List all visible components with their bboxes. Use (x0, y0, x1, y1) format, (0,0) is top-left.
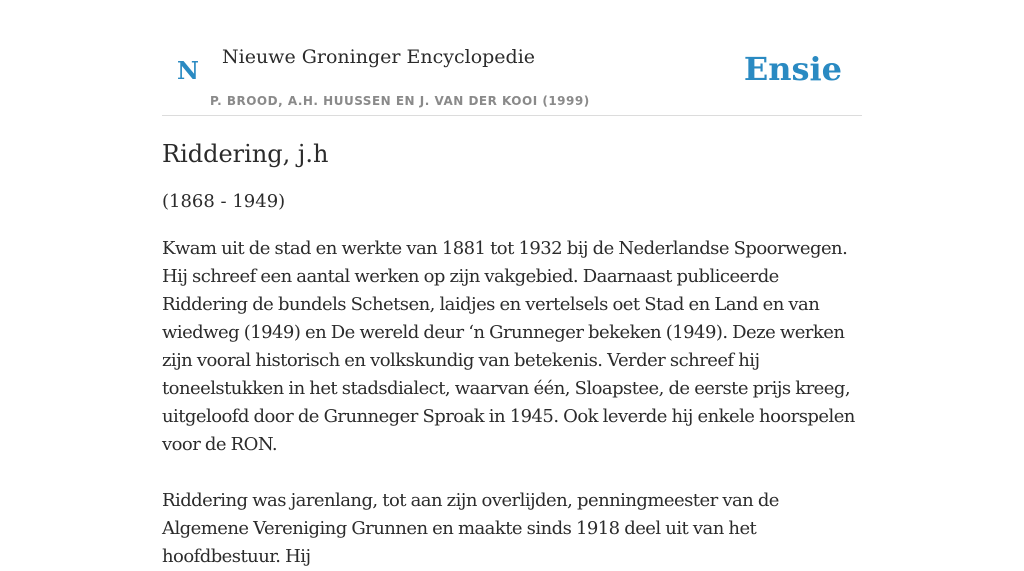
article-headword: Riddering, j.h (162, 140, 329, 168)
article-paragraph: Kwam uit de stad en werkte van 1881 tot 1932 bij de Nederlandse Spoorwegen. Hij schreef een aantal werken op zijn vakgebied. Daarnaast publiceerde Riddering de bundels Schetsen, laidjes en vertelsels oet Stad en Land en van wiedweg (1949) en De wereld deur ‘n Grunneger bekeken (1949). Deze werken zijn vooral historisch en volkskundig van betekenis. Verder schreef hij toneelstukken in het stadsdialect, waarvan één, Sloapstee, de eerste prijs kreeg, uitgeloofd door de Grunneger Sproak in 1945. Ook leverde hij enkele hoorspelen voor de RON. (162, 238, 855, 455)
article-dates: (1868 - 1949) (162, 191, 286, 212)
work-title-link[interactable]: Nieuwe Groninger Encyclopedie (222, 46, 536, 68)
article (162, 138, 862, 571)
site-header (162, 40, 862, 116)
work-authors: P. BROOD, A.H. HUUSSEN EN J. VAN DER KOOI (1999) (210, 94, 590, 108)
ensie-brand-logo[interactable]: Ensie (743, 50, 842, 88)
encyclopedia-logo[interactable]: N (177, 56, 199, 85)
article-paragraph: Riddering was jarenlang, tot aan zijn overlijden, penningmeester van de Algemene Vereniging Grunnen en maakte sinds 1918 deel uit van het hoofdbestuur. Hij (162, 490, 779, 567)
